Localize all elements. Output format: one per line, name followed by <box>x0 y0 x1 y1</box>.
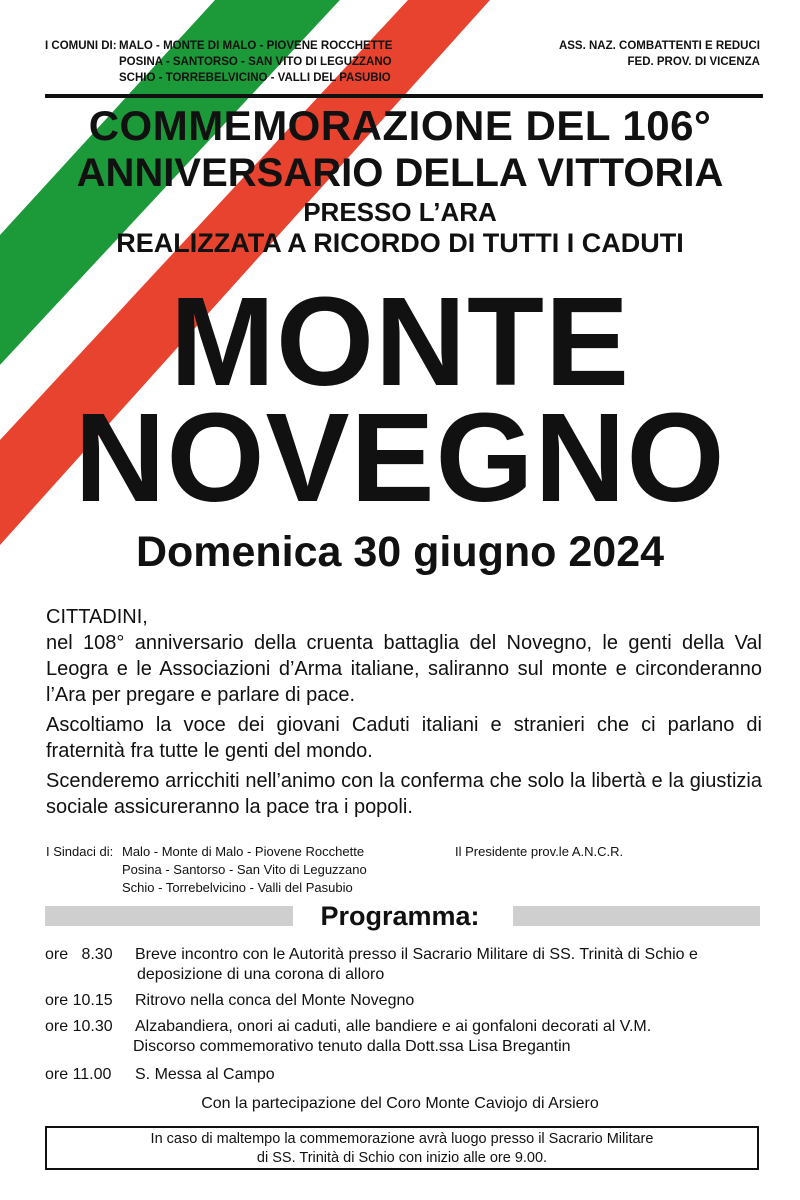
weather-notice-box <box>45 1126 759 1170</box>
programma-description: S. Messa al Campo <box>135 1066 275 1083</box>
title-line-2: ANNIVERSARIO DELLA VITTORIA <box>76 151 724 195</box>
header-comuni-line: MALO - MONTE DI MALO - PIOVENE ROCCHETTE <box>119 40 393 52</box>
message-paragraph-2: Ascoltiamo la voce dei giovani Caduti italiani e stranieri che ci parlano di fraternità fra tutte le genti del mondo. <box>46 714 762 762</box>
weather-notice-line: di SS. Trinità di Schio con inizio alle ore 9.00. <box>256 1150 548 1166</box>
message-paragraph-3: Scenderemo arricchiti nell’animo con la conferma che solo la libertà e la giustizia sociale assicureranno la pace tra i popoli. <box>46 770 762 818</box>
place-novegno: NOVEGNO <box>74 387 726 528</box>
place-monte: MONTE <box>170 271 630 412</box>
header-comuni-line: POSINA - SANTORSO - SAN VITO DI LEGUZZANO <box>119 56 392 68</box>
programma-title: Programma: <box>320 901 480 931</box>
event-date: Domenica 30 giugno 2024 <box>135 528 665 576</box>
message-greeting: CITTADINI, <box>46 606 148 628</box>
header-association-line: FED. PROV. DI VICENZA <box>627 56 760 68</box>
signatures-sindaci-line: Schio - Torrebelvicino - Valli del Pasubio <box>122 880 353 895</box>
programma-time: ore 10.30 <box>45 1018 113 1035</box>
programma-time: ore 11.00 <box>45 1066 112 1083</box>
title-line-1: COMMEMORAZIONE DEL 106° <box>88 102 712 149</box>
header-divider <box>45 94 763 98</box>
header-comuni-label: I COMUNI DI: <box>45 40 117 52</box>
programma-time: ore 8.30 <box>45 946 113 963</box>
title-line-4: REALIZZATA A RICORDO DI TUTTI I CADUTI <box>116 228 684 258</box>
header-comuni-line: SCHIO - TORREBELVICINO - VALLI DEL PASUBIO <box>119 72 391 84</box>
programma-description: Discorso commemorativo tenuto dalla Dott.ssa Lisa Bregantin <box>133 1038 571 1055</box>
weather-notice-line: In caso di maltempo la commemorazione avrà luogo presso il Sacrario Militare <box>150 1131 654 1147</box>
programma-description: Alzabandiera, onori ai caduti, alle bandiere e ai gonfaloni decorati al V.M. <box>135 1018 652 1035</box>
title-line-3: PRESSO L’ARA <box>303 197 497 227</box>
programma-description: Breve incontro con le Autorità presso il Sacrario Militare di SS. Trinità di Schio e <box>135 946 698 963</box>
signatures-sindaci-line: Malo - Monte di Malo - Piovene Rocchette <box>122 844 365 859</box>
signatures-sindaci-line: Posina - Santorso - San Vito di Leguzzano <box>122 862 367 877</box>
signatures-president: Il Presidente prov.le A.N.C.R. <box>455 844 624 859</box>
signatures-sindaci-label: I Sindaci di: <box>46 844 114 859</box>
header-association-line: ASS. NAZ. COMBATTENTI E REDUCI <box>558 40 760 52</box>
programma-time: ore 10.15 <box>45 992 113 1009</box>
message-paragraph-1: nel 108° anniversario della cruenta battaglia del Novegno, le genti della Val Leogra e le Associazioni d’Arma italiane, saliranno sul monte e circonderanno l’Ara per pregare e parlare di pace. <box>46 632 762 706</box>
programma-description: deposizione di una corona di alloro <box>137 966 385 983</box>
programma-note: Con la partecipazione del Coro Monte Caviojo di Arsiero <box>201 1095 599 1112</box>
programma-description: Ritrovo nella conca del Monte Novegno <box>135 992 415 1009</box>
